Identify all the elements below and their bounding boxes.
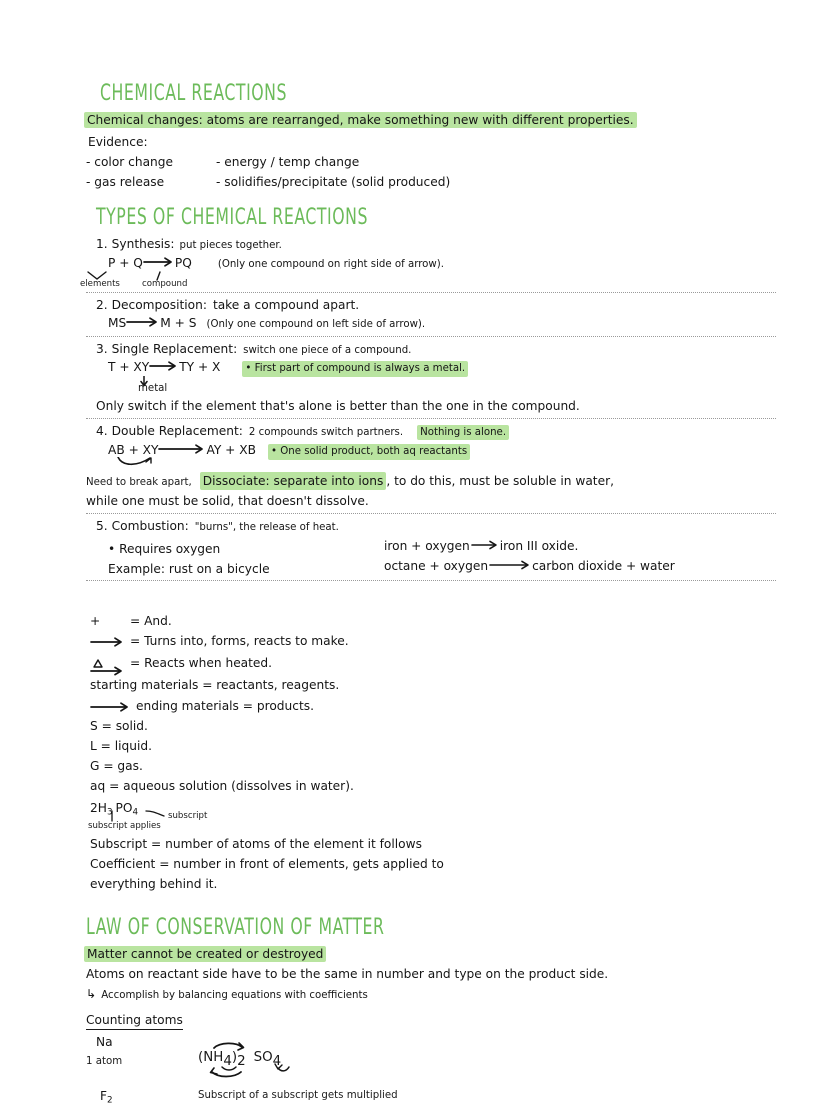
right-arrow-icon [470,539,500,550]
combustion-example-2 [384,558,675,574]
evidence-1-left: - color change [86,155,174,170]
reaction-item-decomposition [86,297,776,337]
delta-arrow-icon [90,656,126,676]
reaction-item-synthesis [80,236,776,293]
example-formula-nh4-2-so4 [198,1046,281,1069]
decomposition-number: 2. [96,298,108,313]
plus-meaning: = And. [130,614,172,629]
decomposition-equation-right: M + S [160,316,197,331]
single-replacement-equation-right: TY + X [179,360,221,375]
combustion-example-2-right: carbon dioxide + water [532,559,675,574]
single-replacement-description: switch one piece of a compound. [243,344,412,356]
symbol-line-gas: G = gas. [90,758,143,773]
single-replacement-extra-line: Only switch if the element that's alone is better than the one in the compound. [96,398,580,413]
formula-open-paren: ( [198,1049,204,1065]
law-line-2: Accomplish by balancing equations with coefficients [101,990,368,1002]
decomposition-description: take a compound apart. [212,298,360,313]
circular-arrows-icon [192,1040,300,1080]
formula-so: SO [253,1049,273,1065]
combustion-example-1-right: iron III oxide. [499,539,579,554]
symbol-line-delta-arrow [90,653,776,673]
definition-subscript: Subscript = number of atoms of the element it follows [90,837,422,851]
synthesis-name: Synthesis: [111,237,175,252]
counting-atoms-examples [86,1034,776,1110]
example-na-count: 1 atom [86,1055,123,1067]
evidence-1-right: - energy / temp change [216,155,360,170]
synthesis-annotation-elements: elements [80,279,120,290]
heading-law-of-conservation: LAW OF CONSERVATION OF MATTER [86,914,385,941]
divider-2 [86,336,776,337]
law-line-2-row [86,986,776,1002]
combustion-line-1 [86,538,776,556]
chemical-changes-definition [84,112,776,128]
section-law-of-conservation [86,914,776,1110]
double-replacement-description: 2 compounds switch partners. [248,426,404,438]
divider-4 [86,513,776,514]
combustion-number: 5. [96,518,108,533]
law-highlight-row [84,946,776,962]
f2-sub: 2 [107,1095,113,1106]
definition-coefficient-line1: Coefficient = number in front of elements, gets applied to [90,857,444,872]
heading-types-of-reactions: TYPES OF CHEMICAL REACTIONS [96,204,369,231]
dissociate-highlight: Dissociate: separate into ions [200,472,387,490]
symbol-line-plus [90,613,776,629]
combustion-example-2-left: octane + oxygen [384,559,489,574]
section-types-of-reactions [80,204,776,581]
right-arrow-icon [90,636,126,647]
single-replacement-highlight-note: • First part of compound is always a metal. [242,361,468,376]
heading-chemical-reactions: CHEMICAL REACTIONS [100,79,288,106]
formula-nh-sub: 4 [223,1053,232,1069]
right-arrow-icon [149,360,179,371]
right-arrow-icon [158,443,206,454]
ending-materials-meaning: ending materials = products. [136,698,314,713]
single-replacement-title-row [86,341,776,357]
decomposition-name: Decomposition: [111,298,207,313]
formula-h: H [97,801,107,815]
synthesis-note: (Only one compound on right side of arrow). [217,258,444,270]
counting-atoms-subheading-wrap [86,1009,776,1030]
double-replacement-annotation: Need to break apart, [86,476,192,488]
combustion-line-2 [86,558,776,576]
arrow-meaning: = Turns into, forms, reacts to make. [130,634,349,649]
divider-5 [86,580,776,581]
synthesis-description: put pieces together. [179,240,282,252]
chemical-changes-highlight: Chemical changes: atoms are rearranged, make something new with different properties. [84,112,637,128]
combustion-bullet-1: • Requires oxygen [108,542,221,557]
double-replacement-highlight-note: • One solid product, both aq reactants [268,444,470,459]
dissociate-rest: , to do this, must be soluble in water, [386,473,614,488]
annotation-subscript: subscript [168,811,208,821]
law-line-1: Atoms on reactant side have to be the same in number and type on the product side. [86,967,609,982]
right-arrow-icon [126,316,160,327]
synthesis-annotation-compound: compound [142,279,188,290]
combustion-title-row [86,518,776,534]
annotation-subscript-applies: subscript applies [88,821,161,831]
dissociate-line2: while one must be solid, that doesn't dissolve. [86,493,369,508]
example-f2 [100,1088,113,1107]
reaction-item-single-replacement [86,341,776,419]
subscript-example [90,800,776,834]
formula-po-sub: 4 [132,807,139,818]
decomposition-equation-left: MS [108,316,127,331]
combustion-name: Combustion: [111,518,189,533]
plus-symbol: + [90,614,101,629]
right-arrow-icon [488,559,532,570]
formula-nh: NH [203,1049,224,1065]
delta-arrow-symbol-wrap [90,653,130,673]
decomposition-title-row [86,297,776,313]
synthesis-equation-right: PQ [174,255,192,270]
annotation-brace-icon [116,457,236,469]
double-replacement-equation-left: AB + XY [108,443,159,458]
counting-atoms-subheading: Counting atoms [86,1012,183,1030]
divider-3 [86,418,776,419]
combustion-bullet-2: Example: rust on a bicycle [108,562,270,577]
double-replacement-equation-right: AY + XB [206,443,256,458]
symbol-line-aqueous: aq = aqueous solution (dissolves in water). [90,778,354,793]
synthesis-number: 1. [96,237,108,252]
formula-h-sub: 3 [106,807,113,818]
evidence-label: Evidence: [88,135,148,150]
law-arrow-marker: ↳ [86,987,97,1002]
symbol-line-starting-materials: starting materials = reactants, reagents. [90,678,340,693]
symbol-line-liquid: L = liquid. [90,738,152,753]
right-arrow-icon [90,701,132,712]
evidence-2-left: - gas release [86,175,165,190]
double-replacement-title-row [86,423,776,440]
section-chemical-reactions [86,79,776,190]
reaction-item-combustion [86,518,776,581]
dissociate-row [86,472,776,490]
double-replacement-number: 4. [96,423,108,438]
combustion-example-1 [384,538,578,554]
single-replacement-name: Single Replacement: [111,341,238,356]
symbol-line-ending-materials [90,698,776,714]
formula-po: PO [115,801,133,815]
evidence-2-right: - solidifies/precipitate (solid produced) [216,175,451,190]
example-na: Na [96,1034,113,1049]
combustion-example-1-left: iron + oxygen [384,539,470,554]
combustion-description: "burns", the release of heat. [194,521,339,533]
double-replacement-name: Double Replacement: [111,423,243,438]
section-symbols-legend [86,613,776,892]
double-replacement-inline-highlight: Nothing is alone. [417,425,509,440]
delta-arrow-meaning: = Reacts when heated. [130,655,273,670]
single-replacement-annotation-wrap [86,377,776,392]
formula-so-sub: 4 [272,1053,282,1069]
ending-arrow-wrap [90,698,136,714]
synthesis-equation-left: P + Q [108,255,143,270]
arrow-symbol-wrap [90,633,130,649]
symbol-line-arrow [90,633,776,649]
f2-symbol: F [100,1088,108,1103]
decomposition-equation-row [86,315,776,331]
single-replacement-equation-left: T + XY [108,360,150,375]
evidence-row-1 [86,154,776,170]
divider-1 [86,292,776,293]
formula-close-paren: ) [231,1049,238,1065]
double-replacement-brace-wrap [86,460,776,465]
formula-close-sub: 2 [237,1053,246,1069]
right-arrow-icon [143,256,175,267]
synthesis-title-row [86,236,776,252]
law-highlight: Matter cannot be created or destroyed [84,946,326,962]
single-replacement-equation-row [86,359,776,376]
single-replacement-annotation-metal: metal [138,382,168,394]
synthesis-annotations [80,271,776,290]
evidence-row-2 [86,174,776,190]
reaction-item-double-replacement [86,423,776,514]
formula-coefficient: 2 [90,801,98,815]
symbol-line-solid: S = solid. [90,718,148,733]
synthesis-equation-row [86,255,776,271]
notes-content [80,79,776,1110]
decomposition-note: (Only one compound on left side of arrow). [206,319,426,331]
example-note: Subscript of a subscript gets multiplied [198,1089,398,1101]
definition-coefficient-line2: everything behind it. [90,877,218,892]
single-replacement-number: 3. [96,341,108,356]
